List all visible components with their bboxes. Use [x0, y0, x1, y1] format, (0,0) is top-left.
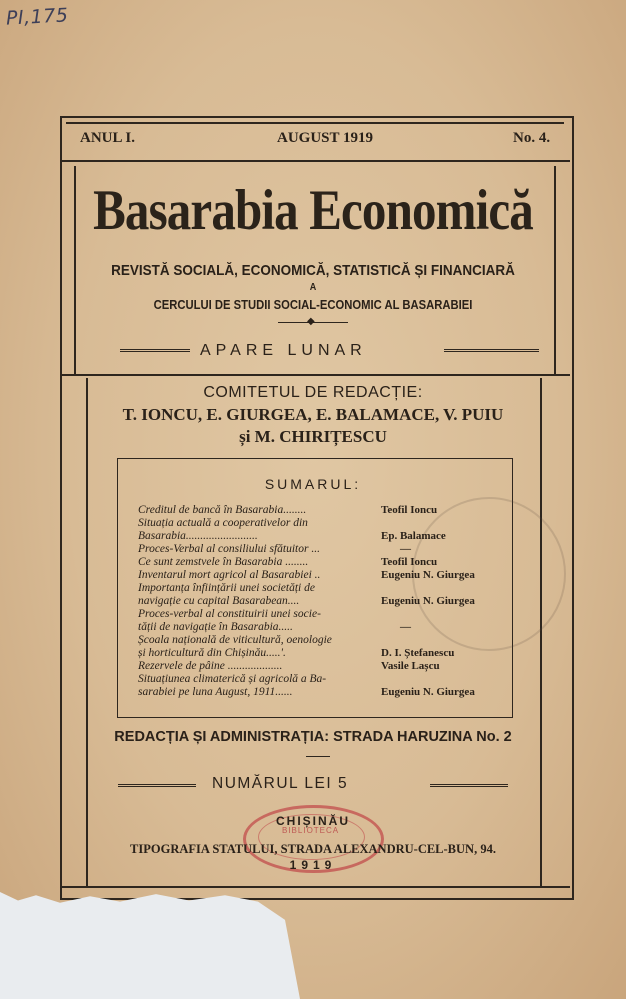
committee-line-2: și M. CHIRIȚESCU [239, 427, 387, 446]
printer: TIPOGRAFIA STATULUI, STRADA ALEXANDRU-CEL-BUN, 94. [130, 842, 496, 856]
administration-address: REDACȚIA ȘI ADMINISTRAȚIA: STRADA HARUZINA No. 2 [114, 729, 512, 745]
stamp-text: BIBLIOTECA [282, 826, 340, 835]
city: CHIȘINĂU [275, 814, 350, 828]
issue-number: No. 4. [513, 130, 551, 146]
price-rule-right [430, 784, 508, 787]
subtitle-a: A [309, 282, 317, 293]
committee-heading: COMITETUL DE REDACȚIE: [203, 384, 423, 401]
summary-heading: SUMARUL: [264, 476, 362, 492]
issue-date: AUGUST 1919 [277, 130, 373, 146]
inner-top-rule [66, 122, 564, 124]
frequency-rule-right [444, 349, 539, 352]
magazine-cover: PI,175 ANUL I. AUGUST 1919 No. 4. Basarabia Economică REVISTĂ SOCIALĂ, ECONOMICĂ, STATISTICĂ ȘI FINANCIARĂ A CERCULUI DE STUDII SOCIAL-ECONOMIC AL BASARABIEI ◆ APARE LUNAR COMITETUL DE REDACȚIE: T. IONCU, E. GIURGEA, E. BALAMACE, V. PUIU și M. CHIRIȚESCU SUMARUL: Creditul de bancă în Basarabia........ Teofil Ioncu Situația actuală a cooperativelor din Basarabia......................... Ep. Balamace Proces-Verbal al consiliului sfătuitor ... — Ce sunt zemstvele în Basarabia ........ Teofil Ioncu Inventarul mort agricol al Basarabiei .. Eugeniu N. Giurgea Importanța înființării unei societăți de navigație cu capital Basarabean.... Eugeniu N. Giurgea Proces-verbal al constituirii unei socie- tății de navigație în Basarabia..... — Școala națională de viticultură, oenologie și horticultură din Chișinău.....'. D. I. Ștefanescu Rezervele de pâine ................... Vasile Lașcu Situațiunea climaterică și agricolă a Ba- sarabiei pe luna August, 1911...... Eugeniu N. Giurgea REDACȚIA ȘI ADMINISTRAȚIA: STRADA HARUZINA No. 2 NUMĂRUL LEI 5 BIBLIOTECA CHIȘINĂU TIPOGRAFIA STATULUI, STRADA ALEXANDRU-CEL-BUN, 94. 1919 [0, 0, 626, 999]
bottom-inner-rule [62, 886, 570, 888]
price: NUMĂRUL LEI 5 [212, 775, 349, 792]
committee-line-1: T. IONCU, E. GIURGEA, E. BALAMACE, V. PUIU [122, 405, 504, 424]
frequency: APARE LUNAR [200, 342, 367, 359]
ornament-icon: ◆ [307, 316, 315, 327]
body-left-rule [86, 378, 88, 886]
torn-corner [0, 892, 300, 999]
body-right-rule [540, 378, 542, 886]
pencil-catalog-mark: PI,175 [5, 4, 69, 30]
volume-label: ANUL I. [80, 130, 136, 146]
subtitle-2: CERCULUI DE STUDII SOCIAL-ECONOMIC AL BASARABIEI [153, 298, 473, 312]
price-rule-left [118, 784, 196, 787]
subtitle: REVISTĂ SOCIALĂ, ECONOMICĂ, STATISTICĂ ȘI FINANCIARĂ [111, 262, 515, 279]
frequency-rule-left [120, 349, 190, 352]
header-rule [62, 160, 570, 162]
publication-year: 1919 [289, 858, 337, 872]
magazine-title: Basarabia Economică [93, 179, 533, 242]
title-box-bottom [62, 374, 570, 376]
short-rule [306, 756, 330, 757]
